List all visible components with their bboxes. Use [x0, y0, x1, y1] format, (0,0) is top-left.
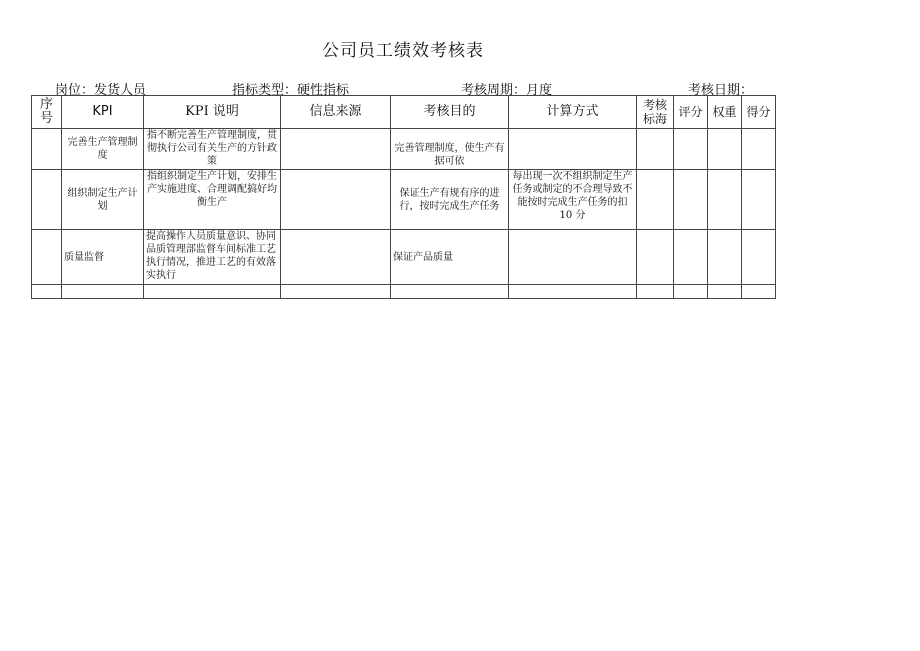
table-row: [32, 129, 776, 170]
source-cell: [281, 129, 391, 170]
rating-cell: [674, 230, 708, 285]
kpi-desc-cell: [144, 285, 281, 299]
table-row: [32, 230, 776, 285]
table-row: [32, 170, 776, 230]
standard-cell: [637, 230, 674, 285]
period-label: 考核周期：月度: [461, 83, 553, 98]
calc-cell: [509, 285, 637, 299]
kpi-table: [31, 95, 776, 299]
header-score: 得分: [742, 96, 776, 129]
calc-cell: [509, 129, 637, 170]
score-cell: [742, 129, 776, 170]
table-header-row: [32, 96, 776, 129]
indicator-type-label: 指标类型：硬性指标: [232, 83, 350, 98]
calc-cell: 每出现一次不组织制定生产任务或制定的不合理导致不能按时完成生产任务的扣 10 分: [509, 170, 637, 230]
position-label: 岗位：发货人员: [55, 83, 147, 98]
standard-cell: [637, 285, 674, 299]
seq-cell: [32, 230, 62, 285]
calc-cell: [509, 230, 637, 285]
header-standard: 考核标海: [637, 96, 674, 129]
purpose-cell: 完善管理制度，使生产有据可依: [391, 129, 509, 170]
standard-cell: [637, 129, 674, 170]
seq-cell: [32, 170, 62, 230]
weight-cell: [708, 170, 742, 230]
kpi-cell: 组织制定生产计划: [62, 170, 144, 230]
seq-cell: [32, 129, 62, 170]
score-cell: [742, 230, 776, 285]
header-kpi-desc: KPI 说明: [144, 96, 281, 129]
rating-cell: [674, 129, 708, 170]
purpose-cell: 保证产品质量: [391, 230, 509, 285]
header-purpose: 考核目的: [391, 96, 509, 129]
purpose-cell: 保证生产有规有序的进行，按时完成生产任务: [391, 170, 509, 230]
header-rating: 评分: [674, 96, 708, 129]
rating-cell: [674, 170, 708, 230]
page-title: 公司员工绩效考核表: [322, 41, 484, 61]
header-source: 信息来源: [281, 96, 391, 129]
seq-cell: [32, 285, 62, 299]
weight-cell: [708, 285, 742, 299]
header-calc: 计算方式: [509, 96, 637, 129]
header-kpi: KPI: [62, 96, 144, 129]
table-row-empty: [32, 285, 776, 299]
weight-cell: [708, 230, 742, 285]
source-cell: [281, 285, 391, 299]
standard-cell: [637, 170, 674, 230]
kpi-desc-cell: 指组织制定生产计划，安排生产实施进度、合理调配搞好均衡生产: [144, 170, 281, 230]
kpi-cell: [62, 285, 144, 299]
kpi-desc-cell: 提高操作人员质量意识、协同品质管理部监督车间标准工艺执行情况，推进工艺的有效落实执行: [144, 230, 281, 285]
kpi-cell: 完善生产管理制度: [62, 129, 144, 170]
header-weight: 权重: [708, 96, 742, 129]
purpose-cell: [391, 285, 509, 299]
date-label: 考核日期：: [688, 83, 754, 98]
score-cell: [742, 170, 776, 230]
header-seq: 序号: [32, 96, 62, 129]
rating-cell: [674, 285, 708, 299]
score-cell: [742, 285, 776, 299]
source-cell: [281, 170, 391, 230]
kpi-desc-cell: 指不断完善生产管理制度，贯彻执行公司有关生产的方针政策: [144, 129, 281, 170]
kpi-cell: 质量监督: [62, 230, 144, 285]
weight-cell: [708, 129, 742, 170]
source-cell: [281, 230, 391, 285]
